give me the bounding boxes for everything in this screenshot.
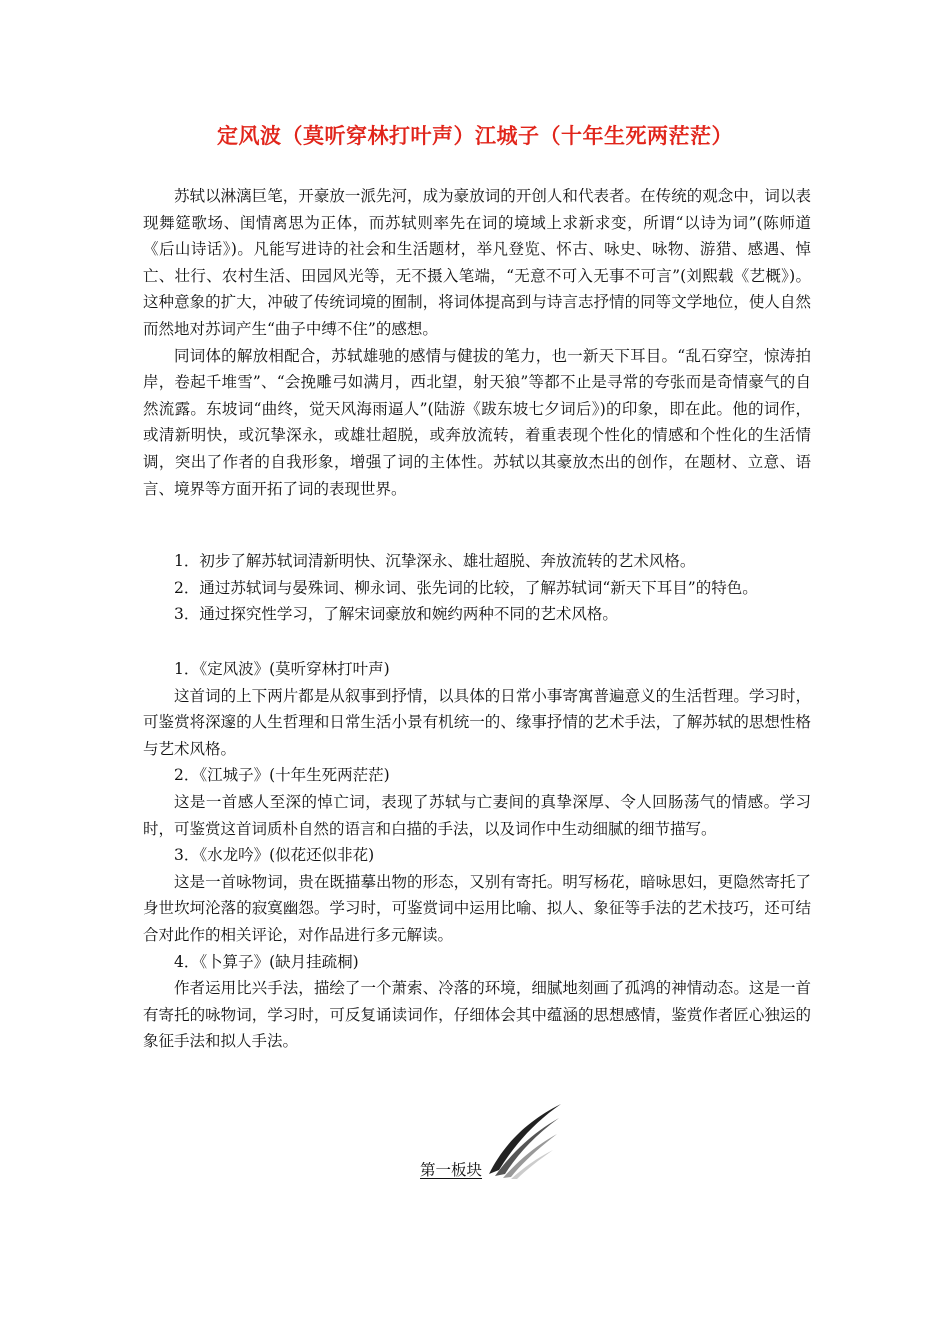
- work-description: 这首词的上下两片都是从叙事到抒情，以具体的日常小事寄寓普遍意义的生活哲理。学习时，可鉴赏将深邃的人生哲理和日常生活小景有机统一的、缘事抒情的艺术手法，了解苏轼的思想性格与艺术风格。: [143, 686, 811, 758]
- section-label: 第一板块: [420, 1161, 483, 1179]
- learning-goals: [143, 548, 811, 628]
- work-heading: 2．《江城子》(十年生死两茫茫): [174, 766, 390, 785]
- swoosh-icon: [485, 1100, 565, 1180]
- work-description: 作者运用比兴手法，描绘了一个萧索、冷落的环境，细腻地刻画了孤鸿的神情动态。这是一首有寄托的咏物词，学习时，可反复诵读词作，仔细体会其中蕴涵的思想感情，鉴赏作者匠心独运的象征手法和拟人手法。: [143, 979, 811, 1051]
- intro-paragraph: 同词体的解放相配合，苏轼雄驰的感情与健拔的笔力，也一新天下耳目。“乱石穿空，惊涛拍岸，卷起千堆雪”、“会挽雕弓如满月，西北望，射天狼”等都不止是寻常的夸张而是奇情豪气的自然流露。东坡词“曲终，觉天风海雨逼人”(陆游《跋东坡七夕词后》)的印象，即在此。他的词作，或清新明快，或沉挚深永，或雄壮超脱，或奔放流转，着重表现个性化的情感和个性化的生活情调，突出了作者的自我形象，增强了词的主体性。苏轼以其豪放杰出的创作，在题材、立意、语言、境界等方面开拓了词的表现世界。: [143, 346, 811, 498]
- work-heading: 1．《定风波》(莫听穿林打叶声): [174, 660, 390, 678]
- work-description: 这是一首感人至深的悼亡词，表现了苏轼与亡妻间的真挚深厚、令人回肠荡气的情感。学习时，可鉴赏这首词质朴自然的语言和白描的手法，以及词作中生动细腻的细节描写。: [143, 792, 811, 838]
- work-heading: 3．《水龙吟》(似花还似非花): [174, 846, 375, 865]
- goal-item: 2．通过苏轼词与晏殊词、柳永词、张先词的比较，了解苏轼词“新天下耳目”的特色。: [174, 578, 758, 597]
- works-section: [143, 656, 811, 1055]
- intro-section: [143, 183, 811, 502]
- goal-item: 3．通过探究性学习，了解宋词豪放和婉约两种不同的艺术风格。: [174, 605, 618, 624]
- work-description: 这是一首咏物词，贵在既描摹出物的形态，又别有寄托。明写杨花，暗咏思妇，更隐然寄托了身世坎坷沦落的寂寞幽怨。学习时，可鉴赏词中运用比喻、拟人、象征等手法的艺术技巧，还可结合对此作的相关评论，对作品进行多元解读。: [143, 872, 811, 944]
- goal-item: 1．初步了解苏轼词清新明快、沉挚深永、雄壮超脱、奔放流转的艺术风格。: [174, 552, 696, 570]
- intro-paragraph: 苏轼以淋漓巨笔，开豪放一派先河，成为豪放词的开创人和代表者。在传统的观念中，词以表现舞筵歌场、闺情离思为正体，而苏轼则率先在词的境域上求新求变，所谓“以诗为词”(陈师道《后山诗话》)。凡能写进诗的社会和生活题材，举凡登览、怀古、咏史、咏物、游猎、感遇、悼亡、壮行、农村生活、田园风光等，无不摄入笔端，“无意不可入无事不可言”(刘熙载《艺概》)。这种意象的扩大，冲破了传统词境的囿制，将词体提高到与诗言志抒情的同等文学地位，使人自然而然地对苏词产生“曲子中缚不住”的感想。: [143, 187, 811, 338]
- page-title: 定风波（莫听穿林打叶声）江城子（十年生死两茫茫）: [217, 123, 733, 148]
- work-heading: 4．《卜算子》(缺月挂疏桐): [174, 952, 359, 971]
